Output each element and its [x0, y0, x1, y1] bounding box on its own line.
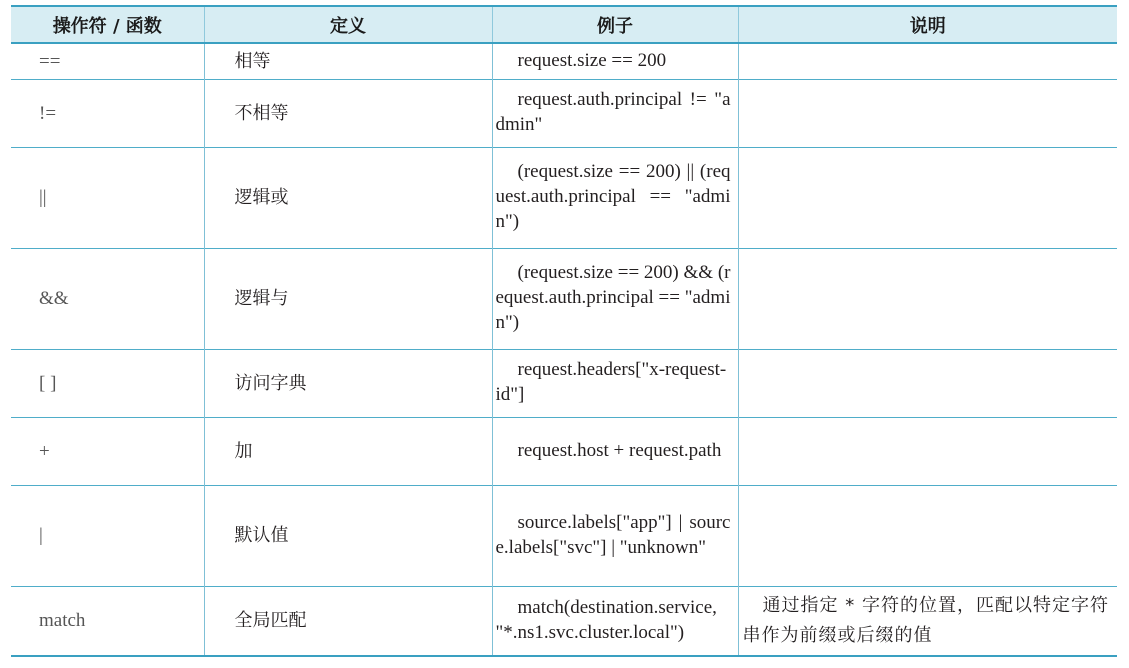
example-text: (request.size == 200) && (request.auth.principal == "admin") — [495, 262, 731, 333]
description-cell — [738, 248, 1117, 349]
example-cell — [492, 349, 738, 417]
description-cell — [738, 147, 1117, 248]
description-cell — [738, 417, 1117, 485]
table-row — [11, 485, 1117, 586]
example-text: match(destination.service, "*.ns1.svc.cluster.local") — [495, 596, 717, 643]
header-operator: 操作符 / 函数 — [52, 15, 162, 37]
example-text: source.labels["app"] | source.labels["svc"] | "unknown" — [495, 511, 731, 558]
header-example: 例子 — [492, 6, 738, 43]
operator-cell: || — [39, 187, 47, 208]
operator-cell: [ ] — [39, 372, 57, 394]
example-text: request.size == 200 — [517, 49, 667, 71]
example-cell — [492, 43, 738, 79]
definition-cell: 加 — [204, 417, 492, 485]
definition-cell: 默认值 — [204, 485, 492, 586]
operator-cell: && — [39, 288, 69, 309]
description-cell — [738, 43, 1117, 79]
example-cell — [492, 79, 738, 147]
example-text: request.auth.principal != "admin" — [495, 89, 731, 135]
definition-cell: 访问字典 — [204, 349, 492, 417]
table-row — [11, 43, 1117, 79]
description-cell — [738, 586, 1117, 656]
description-cell — [738, 79, 1117, 147]
definition-cell: 逻辑与 — [204, 248, 492, 349]
definition-cell: 全局匹配 — [204, 586, 492, 656]
example-text: request.host + request.path — [517, 439, 722, 461]
table-row — [11, 586, 1117, 656]
description-cell — [738, 485, 1117, 586]
example-cell — [492, 147, 738, 248]
operator-cell: + — [39, 440, 50, 462]
definition-cell: 逻辑或 — [204, 147, 492, 248]
table-row — [11, 248, 1117, 349]
example-cell — [492, 248, 738, 349]
description-cell — [738, 349, 1117, 417]
table-row — [11, 147, 1117, 248]
table-row — [11, 417, 1117, 485]
example-cell — [492, 586, 738, 656]
table-row — [11, 349, 1117, 417]
table-row — [11, 79, 1117, 147]
definition-cell: 不相等 — [204, 79, 492, 147]
example-cell — [492, 417, 738, 485]
operator-cell: | — [39, 525, 43, 546]
operator-cell: match — [39, 610, 86, 631]
header-description: 说明 — [738, 6, 1117, 43]
operator-table-container — [11, 5, 1117, 657]
description-text: 通过指定 * 字符的位置，匹配以特定字符串作为前缀或后缀的值 — [742, 594, 1109, 646]
definition-cell: 相等 — [204, 43, 492, 79]
example-text: (request.size == 200) || (request.auth.principal == "admin") — [495, 161, 731, 232]
operator-cell: != — [39, 102, 57, 124]
operator-table — [11, 5, 1117, 657]
operator-cell: == — [39, 50, 61, 72]
table-header-row — [11, 6, 1117, 43]
example-cell — [492, 485, 738, 586]
example-text: request.headers["x-request-id"] — [495, 359, 727, 405]
header-definition: 定义 — [204, 6, 492, 43]
